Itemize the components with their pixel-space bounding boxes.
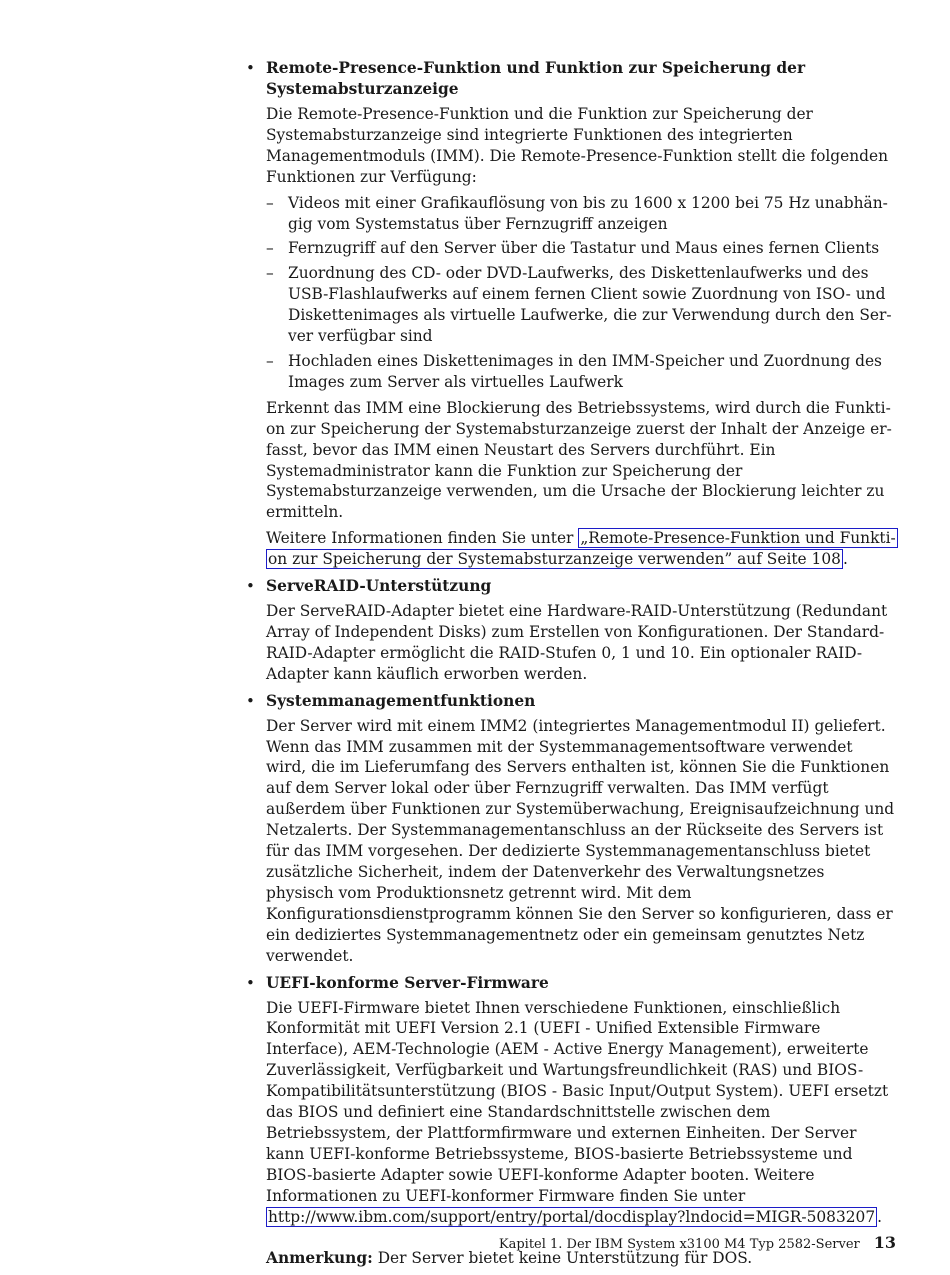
section-body: Der ServeRAID-Adapter bietet eine Hardware-RAID-Unterstützung (Redundant Array of Independent Disks) zum Erstellen von Konfigurationen. Der Standard-RAID-Adapter ermöglicht die RAID-Stufen 0, 1 und 10. Ein optionaler RAID-Adapter kann käuflich erworben werden. [266, 602, 888, 683]
section-intro: Die Remote-Presence-Funktion und die Funktion zur Speicherung der Systemabsturzanzeige sind integrierte Funktionen des integrierten Managementmoduls (IMM). Die Remote-Presence-Funktion stellt die folgenden Funktionen zur Verfügung: [266, 105, 889, 186]
section-title: Systemmanagementfunktionen [266, 691, 536, 710]
footer-chapter: Kapitel 1. Der IBM System x3100 M4 Typ 2582-Server [498, 1237, 860, 1252]
feature-serveraid [246, 576, 896, 685]
section-title: Remote-Presence-Funktion und Funktion zur Speicherung der Systemabsturzanzeige [266, 59, 806, 98]
section-body: Der Server wird mit einem IMM2 (integriertes Managementmodul II) geliefert. Wenn das IMM zusammen mit der Systemmanagementsoftware verwendet wird, die im Lieferumfang des Servers enthalten ist, können Sie die Funktionen auf dem Server lokal oder über Fernzugriff verwalten. Das IMM verfügt außerdem über Funktionen zur Systemüberwachung, Ereignisaufzeichnung und Netzalerts. Der Systemmanagementanschluss an der Rückseite des Servers ist für das IMM vorgesehen. Der dedizierte Systemmanagementanschluss bietet zusätzliche Sicherheit, indem der Datenverkehr des Verwaltungsnetzes physisch vom Produktionsnetz getrennt wird. Mit dem Konfigurationsdienstprogramm können Sie den Server so konfigurieren, dass er ein dediziertes Systemmanagementnetz oder ein gemeinsam genutztes Netz verwendet. [266, 716, 895, 965]
note-label: Anmerkung: [266, 1248, 373, 1267]
feature-remote-presence [246, 58, 896, 570]
note-text: Der Server bietet keine Unterstützung für DOS. [377, 1248, 753, 1267]
crash-capture-paragraph: Erkennt das IMM eine Blockierung des Betriebssystems, wird durch die Funktion zur Speicherung der Systemabsturzanzeige zuerst der Inhalt der Anzeige erfasst, bevor das IMM einen Neustart des Servers durchführt. Ein Systemadministrator kann die Funktion zur Speicherung der Systemabsturzanzeige verwenden, um die Ursache der Blockierung leichter zu ermitteln. [266, 398, 892, 522]
list-item-text: Videos mit einer Grafikauflösung von bis zu 1600 x 1200 bei 75 Hz unabhängig vom Systemstatus über Fernzugriff anzeigen [288, 193, 888, 233]
feature-uefi-firmware [246, 973, 896, 1269]
more-info-suffix: . [842, 550, 848, 569]
list-item [266, 238, 896, 259]
list-item [266, 193, 896, 235]
bullet-icon: • [246, 691, 255, 710]
feature-system-management [246, 691, 896, 967]
dash-icon: – [266, 351, 274, 370]
list-item-text: Zuordnung des CD- oder DVD-Laufwerks, des Diskettenlaufwerks und des USB-Flashlaufwerks auf einem fernen Client sowie Zuordnung von ISO- und Diskettenimages als virtuelle Laufwerke, die zur Verwendung durch den Server verfügbar sind [288, 264, 892, 346]
dash-icon: – [266, 193, 274, 212]
more-info-paragraph [266, 528, 896, 570]
dash-icon: – [266, 239, 274, 258]
uefi-body-text: Die UEFI-Firmware bietet Ihnen verschiedene Funktionen, einschließlich Konformität mit UEFI Version 2.1 (UEFI - Unified Extensible Firmware Interface), AEM-Technologie (AEM - Active Energy Management), erweiterte Zuverlässigkeit, Verfügbarkeit und Wartungsfreundlichkeit (RAS) und BIOS-Kompatibilitätsunterstützung (BIOS - Basic Input/Output System). UEFI ersetzt das BIOS und definiert eine Standardschnittstelle zwischen dem Betriebssystem, der Plattformfirmware und externen Einheiten. Der Server kann UEFI-konforme Betriebssysteme, BIOS-basierte Betriebssysteme und BIOS-basierte Adapter sowie UEFI-konforme Adapter booten. Weitere Informationen zu UEFI-konformer Firmware finden Sie unter [266, 998, 889, 1205]
section-title: UEFI-konforme Server-Firmware [266, 973, 549, 992]
section-title: ServeRAID-Unterstützung [266, 577, 492, 596]
more-info-prefix: Weitere Informationen finden Sie unter [266, 529, 579, 548]
feature-list [246, 58, 896, 1275]
list-item [266, 263, 896, 347]
list-item-text: Hochladen eines Diskettenimages in den IMM-Speicher und Zuordnung des Images zum Server als virtuelles Laufwerk [288, 351, 882, 391]
page-footer [0, 1234, 896, 1254]
bullet-icon: • [246, 973, 255, 992]
uefi-url-link[interactable]: http://www.ibm.com/support/entry/portal/docdisplay?lndocid=MIGR-5083207 [268, 1207, 876, 1226]
bullet-icon: • [246, 59, 255, 77]
list-item [266, 351, 896, 393]
dash-icon: – [266, 264, 274, 283]
uefi-body-suffix: . [877, 1207, 883, 1226]
page-number: 13 [873, 1233, 896, 1252]
bullet-icon: • [246, 577, 255, 596]
list-item-text: Fernzugriff auf den Server über die Tastatur und Maus eines fernen Clients [288, 239, 880, 258]
section-body [266, 998, 896, 1228]
cross-reference-link[interactable]: „Remote-Presence-Funktion und Funktion zur Speicherung der Systemabsturzanzeige verwenden” auf Seite 108 [268, 529, 896, 569]
remote-presence-functions [266, 193, 896, 393]
